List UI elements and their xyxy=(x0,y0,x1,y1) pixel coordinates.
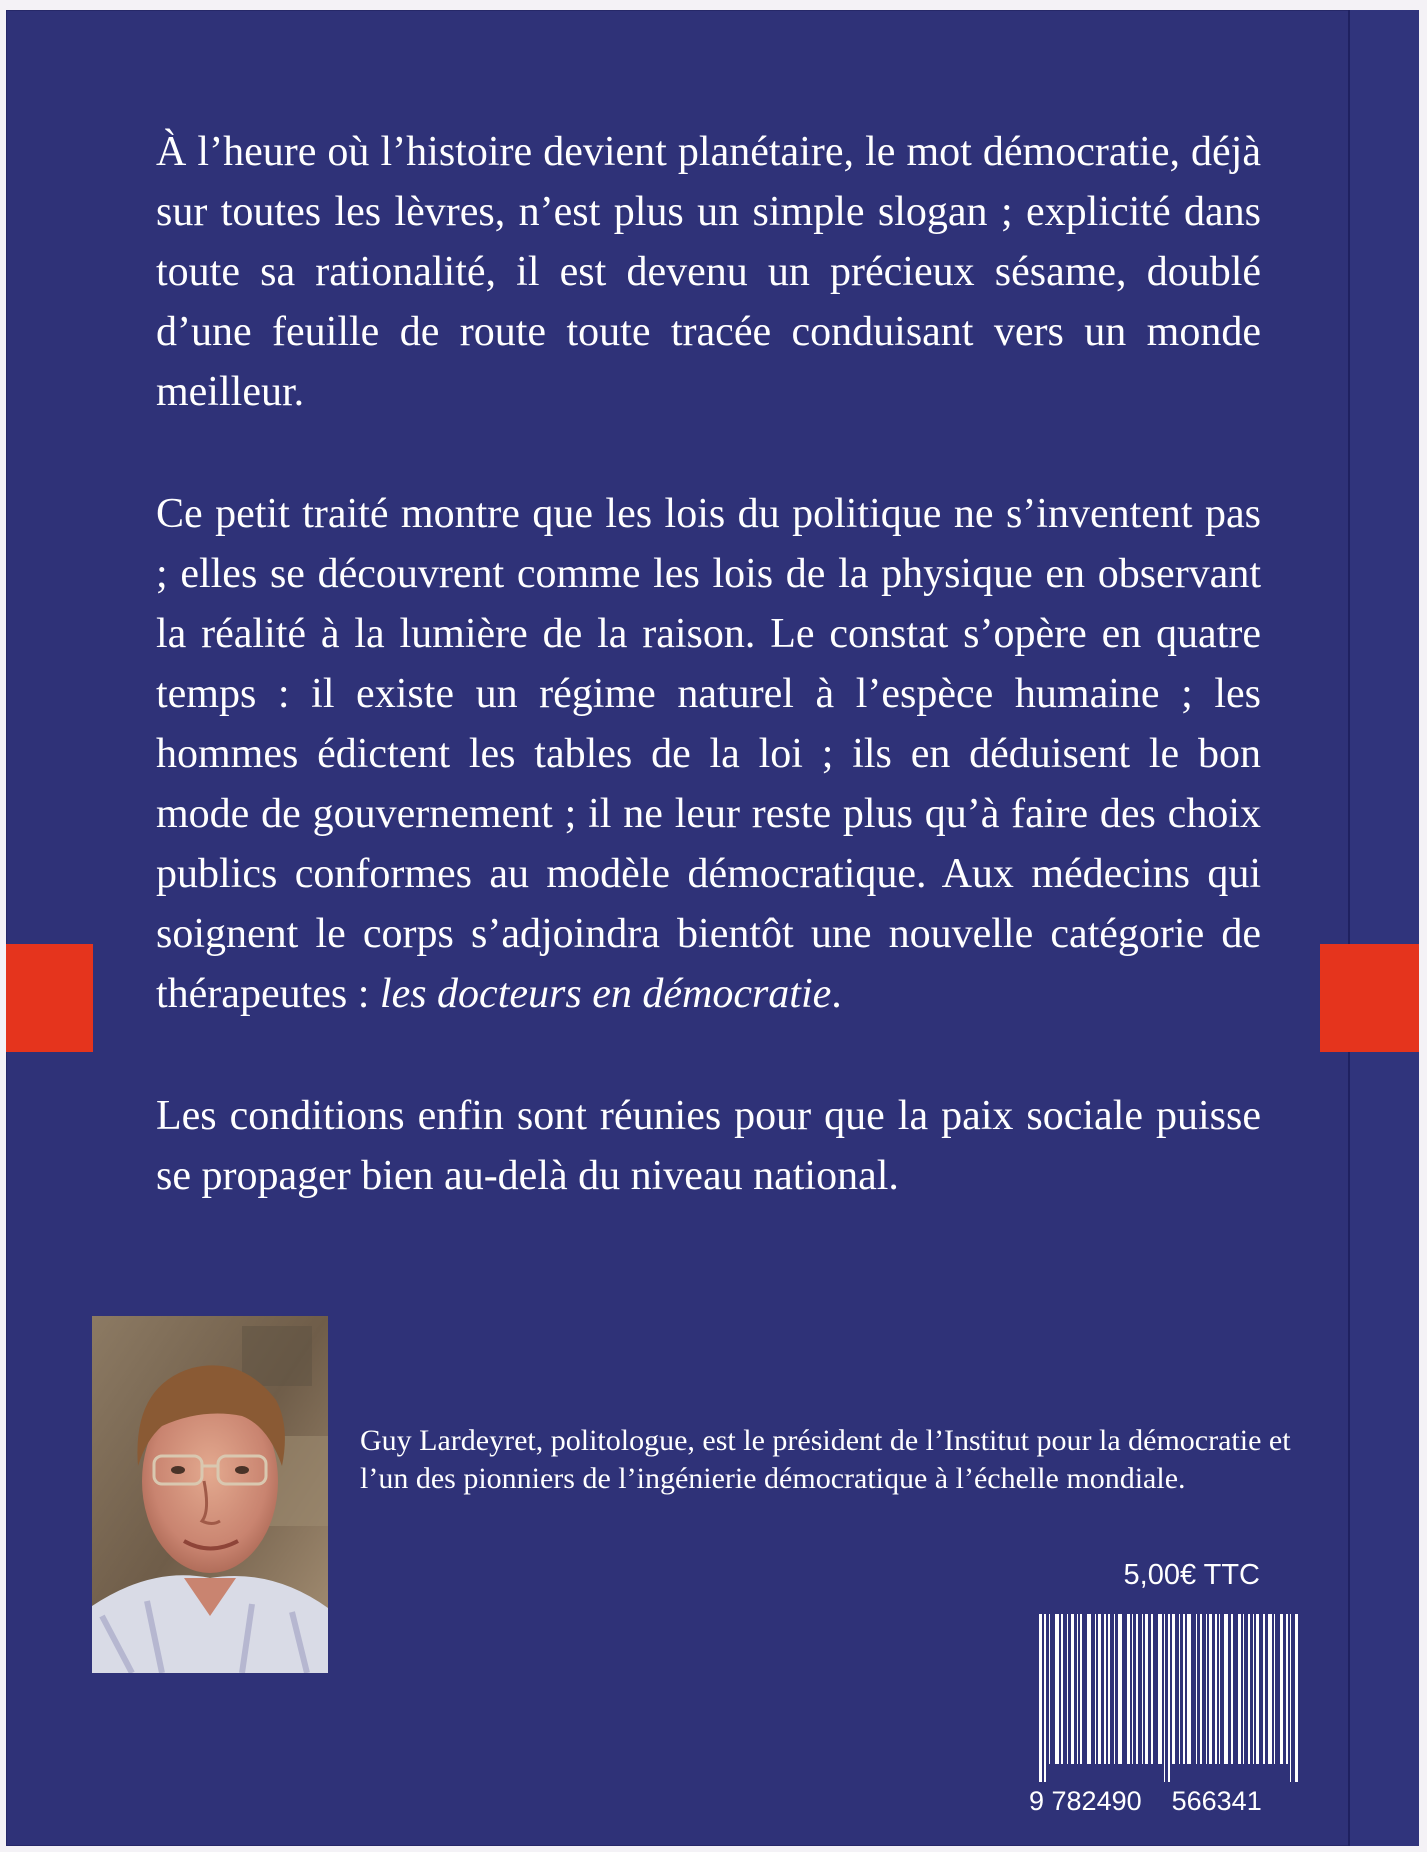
barcode-bar xyxy=(1098,1614,1101,1764)
barcode-bar xyxy=(1183,1614,1185,1764)
barcode-bar xyxy=(1274,1614,1275,1764)
barcode-bar xyxy=(1172,1614,1175,1764)
barcode-bar xyxy=(1253,1614,1254,1764)
barcode-bar xyxy=(1077,1614,1078,1764)
barcode-bar xyxy=(1044,1614,1046,1782)
barcode-bar xyxy=(1209,1614,1212,1764)
barcode-bar xyxy=(1286,1614,1288,1764)
author-photo xyxy=(92,1316,328,1673)
red-marker-right xyxy=(1320,944,1419,1052)
blurb-paragraph-2 xyxy=(156,484,1261,1024)
barcode-bar xyxy=(1071,1614,1074,1764)
author-portrait-image xyxy=(92,1316,328,1673)
price-label: 5,00€ TTC xyxy=(1123,1559,1260,1591)
barcode-bar xyxy=(1142,1614,1143,1764)
barcode-bar xyxy=(1238,1614,1241,1764)
barcode-bar xyxy=(1268,1614,1272,1764)
book-back-cover xyxy=(6,10,1419,1846)
blurb-paragraph-2-end: . xyxy=(831,971,842,1017)
barcode-bar xyxy=(1196,1614,1197,1764)
barcode-bar xyxy=(1080,1614,1082,1764)
barcode-bar xyxy=(1215,1614,1217,1764)
barcode-bar xyxy=(1248,1614,1250,1764)
barcode-bar xyxy=(1067,1614,1068,1764)
barcode-bar xyxy=(1280,1614,1283,1764)
barcode-bar xyxy=(1127,1614,1130,1764)
blurb-text xyxy=(156,122,1261,1206)
barcode-bar xyxy=(1114,1614,1115,1764)
red-marker-left xyxy=(6,944,93,1052)
spine-fold-line xyxy=(1348,10,1350,1846)
barcode-bar xyxy=(1049,1614,1050,1764)
barcode-bar xyxy=(1187,1614,1191,1764)
barcode-bar xyxy=(1219,1614,1220,1764)
barcode-bar xyxy=(1104,1614,1106,1764)
barcode-bar xyxy=(1145,1614,1148,1764)
barcode-bar xyxy=(1039,1614,1042,1782)
blurb-paragraph-3: Les conditions enfin sont réunies pour que la paix sociale puisse se propager bien au-delà du niveau national. xyxy=(156,1093,1261,1199)
author-bio: Guy Lardeyret, politologue, est le président de l’Institut pour la démocratie et l’un des pionniers de l’ingénierie démocratique à l’échelle mondiale. xyxy=(360,1424,1291,1495)
spine-band xyxy=(1350,10,1419,1846)
barcode-bar xyxy=(1256,1614,1259,1764)
blurb-italic-phrase: les docteurs en démocratie xyxy=(379,971,832,1017)
barcode-bars xyxy=(1037,1614,1301,1782)
barcode-bar xyxy=(1118,1614,1122,1764)
barcode-bar xyxy=(1158,1614,1162,1764)
barcode-bar xyxy=(1231,1614,1233,1764)
barcode-bar xyxy=(1151,1614,1153,1764)
barcode-bar xyxy=(1224,1614,1228,1764)
barcode-bar xyxy=(1295,1614,1298,1782)
barcode-bar xyxy=(1095,1614,1096,1764)
barcode-bar xyxy=(1164,1614,1165,1782)
barcode-bar xyxy=(1087,1614,1091,1764)
barcode-bar xyxy=(1179,1614,1180,1764)
barcode-bar xyxy=(1132,1614,1133,1764)
barcode-bar xyxy=(1168,1614,1170,1782)
barcode-bar xyxy=(1108,1614,1110,1764)
barcode-bar xyxy=(1290,1614,1291,1782)
blurb-paragraph-1: À l’heure où l’histoire devient planétaire, le mot démocratie, déjà sur toutes les lèvres, n’est plus un simple slogan ; explicité dans toute sa rationalité, il est devenu un précieux sésame, doublé d’une feuille de route toute tracée conduisant vers un monde meilleur. xyxy=(156,129,1261,415)
isbn-number: 9 782490 566341 xyxy=(1029,1786,1262,1816)
barcode-bar xyxy=(1055,1614,1059,1764)
barcode-bar xyxy=(1243,1614,1244,1764)
blurb-paragraph-2-text: Ce petit traité montre que les lois du politique ne s’inventent pas ; elles se découvrent comme les lois de la physique en observant la réalité à la lumière de la raison. Le constat s’opère en quatre temps : il existe un régime naturel à l’espèce humaine ; les hommes édictent les tables de la loi ; ils en déduisent le bon mode de gouvernement ; il ne leur reste plus qu’à faire des choix publics conformes au modèle démocratique. Aux médecins qui soignent le corps s’adjoindra bientôt une nouvelle catégorie de thérapeutes : xyxy=(156,491,1261,1017)
barcode-bar xyxy=(1263,1614,1265,1764)
barcode-bar xyxy=(1136,1614,1138,1764)
barcode-bar xyxy=(1200,1614,1202,1764)
isbn-barcode xyxy=(1029,1614,1309,1814)
barcode-bar xyxy=(1061,1614,1063,1764)
barcode-bar xyxy=(1206,1614,1207,1764)
